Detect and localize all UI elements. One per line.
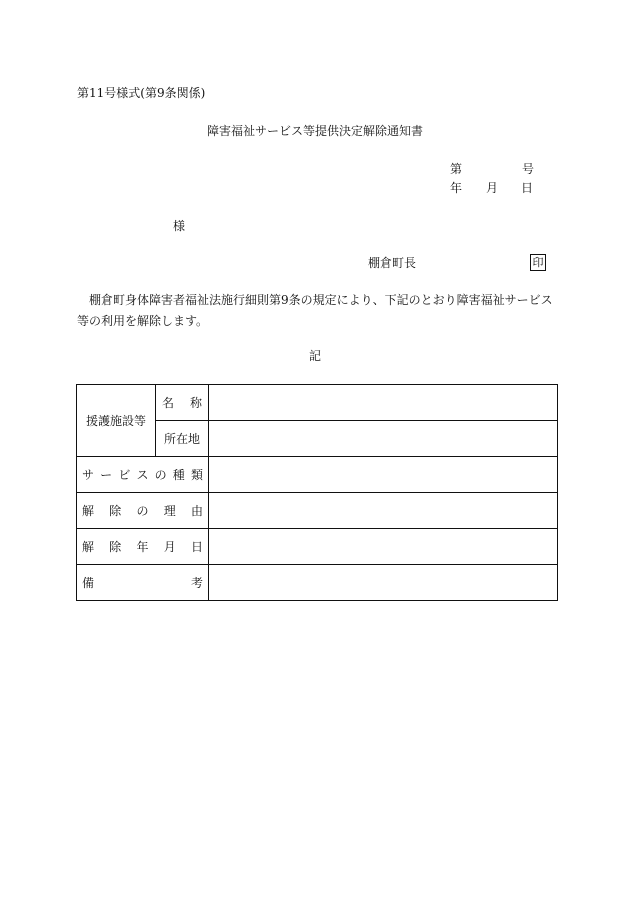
date-year-label: 年 bbox=[450, 181, 463, 195]
table-row bbox=[77, 385, 558, 421]
cancel-date-label bbox=[77, 529, 209, 565]
number-prefix: 第 bbox=[450, 162, 463, 176]
label-char: 類 bbox=[190, 468, 203, 482]
date-day-label: 日 bbox=[521, 181, 534, 195]
label-char: ス bbox=[136, 468, 149, 482]
address-label: 所在地 bbox=[163, 432, 200, 446]
remarks-label bbox=[77, 565, 209, 601]
facility-name-field[interactable] bbox=[209, 385, 558, 421]
label-char: 種 bbox=[172, 468, 185, 482]
document-title: 障害福祉サービス等提供決定解除通知書 bbox=[206, 124, 423, 138]
label-char: 日 bbox=[190, 540, 203, 554]
label-char: ー bbox=[100, 468, 113, 482]
label-char: 備 bbox=[82, 576, 95, 590]
label-char: 除 bbox=[109, 540, 122, 554]
form-number: 第11号様式(第9条関係) bbox=[77, 86, 206, 100]
label-char: の bbox=[136, 504, 149, 518]
label-char: 年 bbox=[136, 540, 149, 554]
label-char: ビ bbox=[118, 468, 131, 482]
address-label-cell bbox=[155, 421, 208, 457]
table-row bbox=[77, 493, 558, 529]
name-label-cell bbox=[155, 385, 208, 421]
ki-heading: 記 bbox=[308, 349, 321, 363]
table-row bbox=[77, 565, 558, 601]
reason-field[interactable] bbox=[209, 493, 558, 529]
number-suffix: 号 bbox=[522, 162, 535, 176]
label-char: 理 bbox=[163, 504, 176, 518]
reason-label bbox=[77, 493, 209, 529]
label-char: の bbox=[154, 468, 167, 482]
service-type-field[interactable] bbox=[209, 457, 558, 493]
label-char: 除 bbox=[109, 504, 122, 518]
name-label-char: 名 bbox=[161, 396, 174, 410]
remarks-field[interactable] bbox=[209, 565, 558, 601]
facility-address-field[interactable] bbox=[209, 421, 558, 457]
issuer: 棚倉町長 bbox=[368, 256, 417, 270]
cancel-date-field[interactable] bbox=[209, 529, 558, 565]
body-text: 棚倉町身体障害者福祉法施行細則第9条の規定により、下記のとおり障害福祉サービス等の利用を解除します。 bbox=[77, 293, 553, 328]
label-char: 考 bbox=[190, 576, 203, 590]
details-table bbox=[76, 384, 558, 601]
seal-stamp: 印 bbox=[530, 254, 546, 271]
facility-label: 援護施設等 bbox=[77, 385, 156, 457]
service-type-label bbox=[77, 457, 209, 493]
table-row bbox=[77, 529, 558, 565]
label-char: 解 bbox=[82, 504, 95, 518]
label-char: 解 bbox=[82, 540, 95, 554]
label-char: 由 bbox=[190, 504, 203, 518]
table-row bbox=[77, 457, 558, 493]
addressee-suffix: 様 bbox=[173, 219, 186, 233]
date-month-label: 月 bbox=[486, 181, 499, 195]
name-label-char: 称 bbox=[189, 396, 202, 410]
label-char: 月 bbox=[163, 540, 176, 554]
label-char: サ bbox=[82, 468, 95, 482]
